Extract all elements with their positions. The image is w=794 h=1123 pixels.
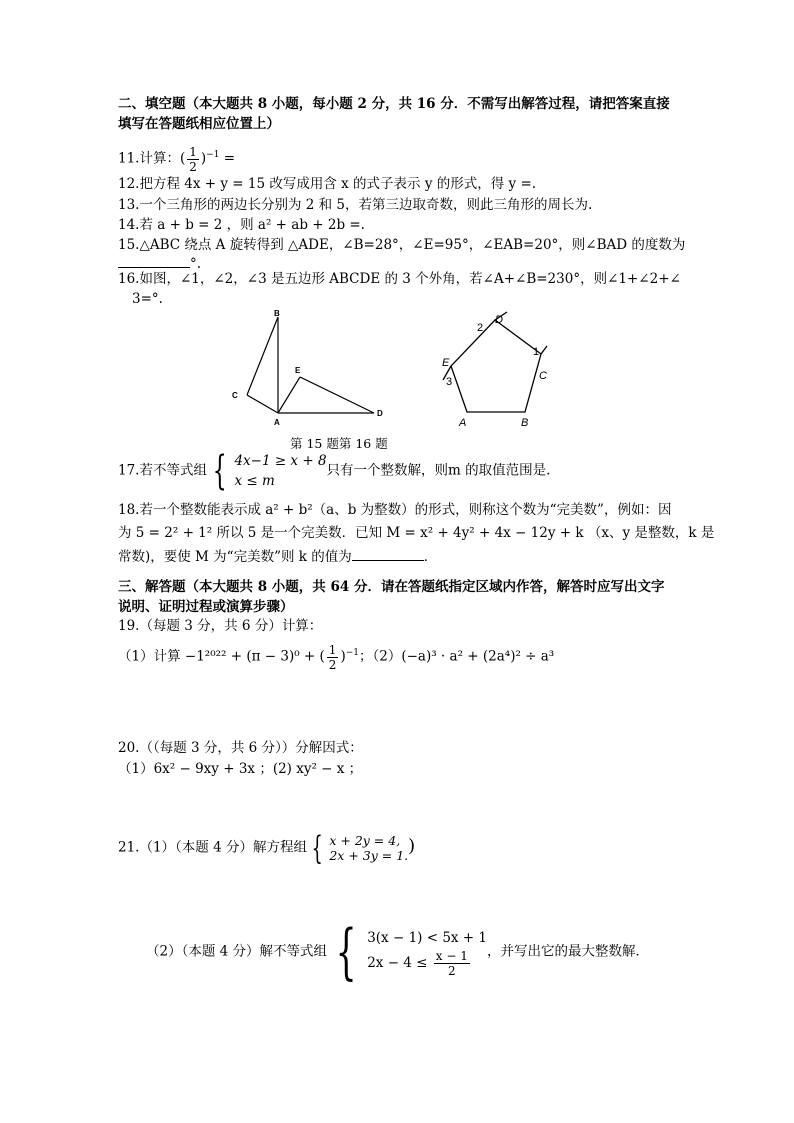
q21-part2-suffix: ，并写出它的最大整数解． bbox=[487, 943, 650, 960]
question-16-line2: 3=°. bbox=[132, 291, 163, 307]
figure-15 bbox=[222, 305, 394, 433]
fig16-label-C: C bbox=[539, 370, 547, 382]
q21-ineq-row2-left: 2x − 4 ≤ bbox=[367, 954, 432, 971]
fig15-segment-AE bbox=[278, 377, 300, 413]
q21-closing-paren: ) bbox=[408, 835, 416, 857]
section2-header-line1: 二、填空题（本大题共 8 小题，每小题 2 分，共 16 分．不需写出解答过程，请把答案直接 bbox=[118, 96, 670, 112]
fig16-label-D: D bbox=[495, 314, 503, 326]
q19-denominator: 2 bbox=[328, 657, 337, 672]
q21-part2-prefix: （2）（本题 4 分）解不等式组 bbox=[146, 943, 328, 960]
section3-header-line2: 说明、证明过程或演算步骤） bbox=[118, 599, 294, 615]
q17-row2: x ≤ m bbox=[234, 473, 275, 489]
q17-suffix: 只有一个整数解，则m 的取值范围是. bbox=[326, 462, 551, 479]
question-20-parts: （1）6x² − 9xy + 3x ；(2) xy² − x ； bbox=[118, 761, 363, 777]
question-19-title: 19.（每题 3 分，共 6 分）计算： bbox=[118, 618, 323, 634]
question-13: 13.一个三角形的两边长分别为 2 和 5，若第三边取奇数，则此三角形的周长为. bbox=[118, 197, 593, 213]
q21-ineq-fraction bbox=[434, 949, 470, 978]
fig16-label-angle1: 1 bbox=[533, 346, 540, 358]
fig15-label-E: E bbox=[295, 366, 301, 375]
question-18-line1: 18.若一个整数能表示成 a² + b²（a、b 为整数）的形式，则称这个数为“完美数”，例如：因 bbox=[118, 502, 672, 518]
figure-caption: 第 15 题第 16 题 bbox=[290, 436, 388, 451]
q17-row1: 4x−1 ≥ x + 8 bbox=[234, 453, 327, 469]
fig15-label-D: D bbox=[377, 409, 383, 418]
q11-prefix: 11.计算：( bbox=[118, 150, 186, 167]
fig15-label-A: A bbox=[274, 418, 280, 427]
question-21-part2 bbox=[146, 917, 650, 987]
question-18-line2: 为 5 = 2² + 1² 所以 5 是一个完美数．已知 M = x² + 4y² + 4x − 12y + k （x、y 是整数，k 是 bbox=[118, 525, 715, 541]
q11-exponent: −1 bbox=[206, 150, 220, 160]
fig15-label-C: C bbox=[232, 391, 238, 400]
section2-header-line2: 填写在答题纸相应位置上） bbox=[118, 116, 280, 132]
q11-suffix: = bbox=[219, 150, 236, 167]
fig15-segment-ED bbox=[300, 377, 374, 413]
q11-numerator: 1 bbox=[189, 144, 197, 159]
section3-header-line1: 三、解答题（本大题共 8 小题，共 64 分．请在答题纸指定区域内作答，解答时应写出文字 bbox=[118, 579, 665, 595]
q21-row1: x + 2y = 4, bbox=[329, 833, 401, 848]
q18-answer-blank bbox=[352, 546, 424, 561]
q19-exponent: −1 bbox=[345, 648, 359, 658]
fig15-segment-CA bbox=[247, 395, 278, 413]
figure-16 bbox=[435, 308, 565, 433]
q21-ineq-denominator: 2 bbox=[448, 963, 456, 978]
question-19-parts: （1）计算 −1²⁰²² + (π − 3)⁰ + ( $\frac{1}{2}$ )$^{-1}$；（2）(−a)³ · a² + (2a⁴)² ÷ a³ bbox=[118, 642, 555, 672]
question-21-part1 bbox=[118, 829, 416, 867]
q21-inequality-brace: { bbox=[335, 917, 357, 987]
q15-answer-blank bbox=[118, 253, 190, 268]
q21-part1-prefix: 21.（1）（本题 4 分）解方程组 bbox=[118, 839, 307, 856]
question-14: 14.若 a + b = 2 ，则 a² + ab + 2b =. bbox=[118, 217, 365, 233]
q21-brace: { bbox=[311, 829, 323, 867]
fig16-extension-C bbox=[541, 346, 547, 354]
fig16-label-E: E bbox=[442, 357, 450, 369]
q11-denominator: 2 bbox=[189, 159, 197, 174]
q19-part1-prefix: （1）计算 −1²⁰²² + (π − 3)⁰ + ( bbox=[118, 648, 325, 665]
fig16-label-angle3: 3 bbox=[446, 376, 453, 388]
fig16-label-A: A bbox=[459, 417, 467, 429]
q17-prefix: 17.若不等式组 bbox=[118, 462, 207, 479]
q19-numerator: 1 bbox=[328, 642, 337, 657]
fig15-segment-BC bbox=[247, 317, 278, 395]
q11-fraction bbox=[187, 145, 199, 174]
question-15-line1: 15.△ABC 绕点 A 旋转得到 △ADE，∠B=28°，∠E=95°，∠EAB=20°，则∠BAD 的度数为 bbox=[118, 237, 686, 253]
q19-fraction bbox=[327, 643, 339, 672]
q18-line3-text: 常数)，要使 M 为“完美数”则 k 的值为 bbox=[118, 549, 352, 565]
question-16-line1: 16.如图，∠1，∠2，∠3 是五边形 ABCDE 的 3 个外角，若∠A+∠B=230°，则∠1+∠2+∠ bbox=[118, 271, 681, 287]
question-11: 11.计算：( $\frac{1}{2}$ )$^{-1}$ = bbox=[118, 144, 236, 174]
fig16-label-B: B bbox=[521, 417, 529, 429]
fig16-pentagon bbox=[451, 320, 541, 412]
q21-ineq-row1: 3(x − 1) < 5x + 1 bbox=[367, 929, 488, 946]
question-20-title: 20.（（每题 3 分，共 6 分））分解因式： bbox=[118, 740, 363, 756]
q15-unit: °. bbox=[190, 256, 202, 272]
q21-ineq-row2 bbox=[367, 949, 487, 978]
q21-inequality-system bbox=[327, 917, 488, 987]
fig15-label-B: B bbox=[274, 309, 280, 318]
q21-ineq-numerator: x − 1 bbox=[435, 948, 468, 963]
question-12: 12.把方程 4x + y = 15 改写成用含 x 的式子表示 y 的形式，得 y =. bbox=[118, 176, 537, 192]
fig16-label-angle2: 2 bbox=[477, 322, 484, 334]
q19-part2: ；（2）(−a)³ · a² + (2a⁴)² ÷ a³ bbox=[359, 648, 555, 665]
q21-equation-system bbox=[307, 829, 409, 867]
q18-line3-end: ． bbox=[423, 549, 438, 565]
q17-inequality-system bbox=[207, 448, 327, 494]
q17-brace: { bbox=[212, 448, 227, 494]
question-17 bbox=[118, 448, 551, 494]
question-18-line3 bbox=[118, 546, 437, 567]
q21-row2: 2x + 3y = 1. bbox=[329, 848, 409, 863]
